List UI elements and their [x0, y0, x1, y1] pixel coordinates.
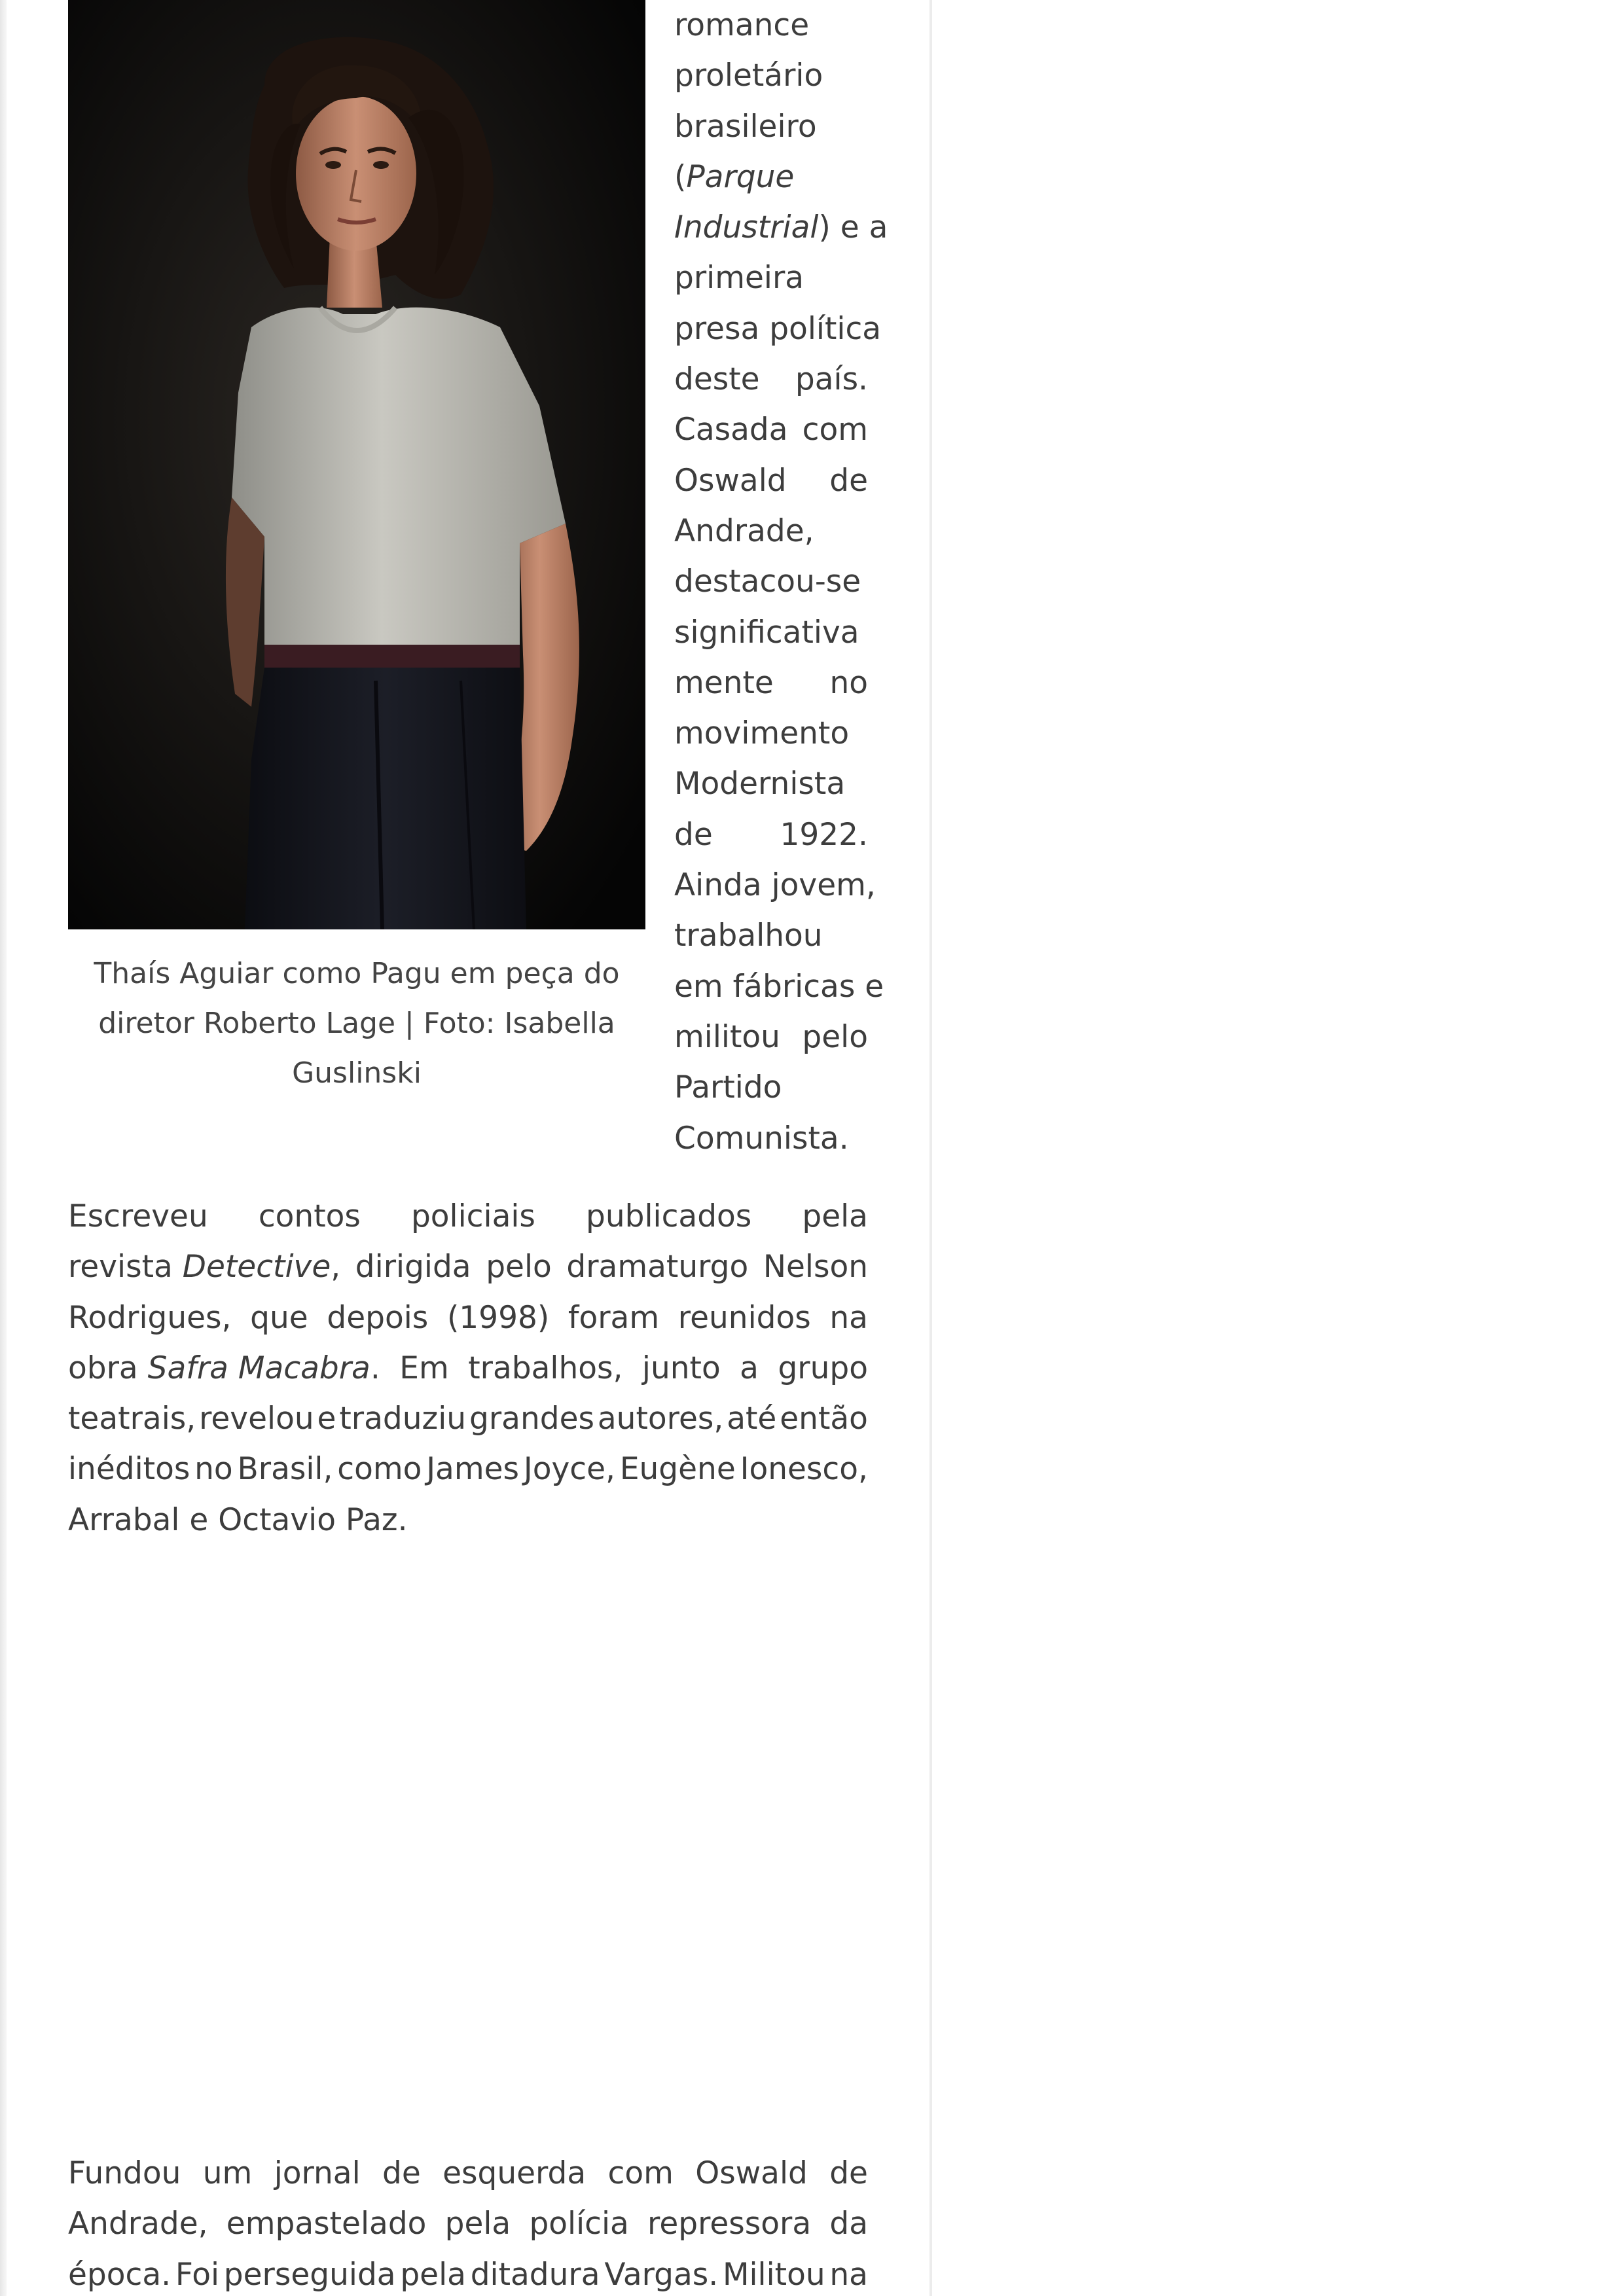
word: então [780, 1401, 868, 1437]
word: um [202, 2155, 253, 2191]
text-line [674, 202, 888, 253]
word: Foi [175, 2256, 220, 2293]
text-line [68, 1393, 868, 1444]
sidebar-blank [932, 0, 1624, 2296]
word: no [194, 1451, 233, 1488]
word: depois [327, 1299, 429, 1336]
text-line: destacou-se [674, 564, 861, 600]
word: Fundou [68, 2155, 181, 2191]
word: país. [795, 361, 868, 398]
word: Militou [722, 2256, 825, 2293]
word: até [727, 1401, 777, 1437]
book-title-fragment: Industrial [674, 209, 819, 246]
caption-line: Thaís Aguiar como Pagu em peça do [94, 957, 620, 990]
word: pela [802, 1198, 868, 1234]
word: na [829, 1299, 868, 1336]
word: de [829, 462, 868, 499]
word: de [829, 2155, 868, 2191]
text-line: Arrabal e Octavio Paz. [68, 1501, 408, 1538]
text-line [674, 456, 868, 506]
word: pela [400, 2256, 466, 2293]
text-line: brasileiro [674, 108, 817, 145]
word: com [607, 2155, 674, 2191]
empty-content-space [68, 1571, 868, 2121]
text-line: em fábricas e [674, 968, 884, 1005]
word: Ionesco, [740, 1451, 868, 1488]
word: polícia [529, 2206, 629, 2242]
photo-caption [68, 949, 645, 1098]
word: traduziu [339, 1401, 467, 1437]
word: época. [68, 2256, 171, 2293]
text-line: Partido [674, 1069, 782, 1106]
text-line [68, 1293, 868, 1343]
word: Andrade, [68, 2206, 208, 2242]
word: no [829, 664, 868, 701]
word: pela [444, 2206, 511, 2242]
word: Joyce, [523, 1451, 615, 1488]
word: publicados [586, 1198, 752, 1234]
word: Vargas. [604, 2256, 719, 2293]
caption-line: diretor Roberto Lage | Foto: Isabella [98, 1007, 615, 1040]
word: militou [674, 1018, 780, 1055]
word: pelo [802, 1018, 868, 1055]
word: ditadura [470, 2256, 600, 2293]
text-line: Comunista. [674, 1120, 849, 1157]
article-figure [68, 0, 645, 1098]
text-line [674, 658, 868, 708]
word: grandes [469, 1401, 594, 1437]
word: revelou [199, 1401, 314, 1437]
word: mente [674, 664, 774, 701]
word: da [829, 2206, 868, 2242]
text-line: presa política [674, 310, 882, 347]
text-line [674, 404, 868, 455]
text-line: Andrade, [674, 512, 814, 549]
paragraph-contos-policiais [68, 1191, 868, 1545]
word: e [317, 1401, 336, 1437]
paragraph-jornal-esquerda [68, 2148, 868, 2296]
word: que [250, 1299, 308, 1336]
word: deste [674, 361, 760, 398]
word: teatrais, [68, 1401, 196, 1437]
text-line: significativa [674, 614, 859, 651]
word: contos [258, 1198, 361, 1234]
text-line: primeira [674, 260, 804, 296]
word: autores, [597, 1401, 724, 1437]
word: de [674, 816, 713, 853]
word: inéditos [68, 1451, 190, 1488]
word: empastelado [226, 2206, 427, 2242]
text-line [68, 1242, 868, 1292]
word: Casada [674, 412, 788, 448]
caption-line: Guslinski [292, 1056, 422, 1090]
book-title-fragment: Parque [686, 158, 795, 195]
text-fragment: ) e a [818, 209, 888, 246]
text-fragment: revista [68, 1249, 183, 1285]
word: Oswald [695, 2155, 808, 2191]
word: repressora [647, 2206, 812, 2242]
text-line [68, 2198, 868, 2249]
text-line [68, 2250, 868, 2296]
text-line: proletário [674, 58, 823, 94]
photo-thais-aguiar-as-pagu[interactable] [68, 0, 645, 929]
word: de [382, 2155, 421, 2191]
text-line: trabalhou [674, 918, 823, 954]
text-line [674, 1012, 868, 1062]
word: como [337, 1451, 422, 1488]
word: perseguida [223, 2256, 396, 2293]
text-line [68, 1343, 868, 1393]
text-fragment: , dirigida pelo dramaturgo Nelson [331, 1249, 868, 1285]
magazine-title: Detective [182, 1249, 331, 1285]
word: Eugène [619, 1451, 736, 1488]
text-fragment: ( [674, 158, 687, 195]
left-page-shadow [0, 0, 7, 2296]
word: Escreveu [68, 1198, 208, 1234]
word: na [829, 2256, 868, 2293]
word: Rodrigues, [68, 1299, 232, 1336]
book-title: Safra Macabra [147, 1350, 370, 1386]
text-line [68, 1191, 868, 1242]
word: reunidos [677, 1299, 811, 1336]
word: (1998) [446, 1299, 550, 1336]
text-fragment: . Em trabalhos, junto a grupo [370, 1350, 868, 1386]
word: foram [568, 1299, 660, 1336]
text-line [674, 354, 868, 404]
side-text-column [674, 0, 888, 1164]
text-line [674, 810, 868, 860]
word: James [426, 1451, 520, 1488]
text-fragment: obra [68, 1350, 148, 1386]
word: Brasil, [237, 1451, 333, 1488]
text-line: movimento [674, 715, 850, 752]
word: policiais [410, 1198, 535, 1234]
text-line [674, 152, 868, 202]
text-line [68, 1444, 868, 1494]
text-line [68, 2148, 868, 2198]
text-line: romance [674, 7, 810, 43]
word: esquerda [442, 2155, 586, 2191]
text-line: Modernista [674, 766, 846, 802]
word: Oswald [674, 462, 787, 499]
text-line: Ainda jovem, [674, 867, 876, 904]
word: 1922. [780, 816, 868, 853]
word: com [802, 412, 868, 448]
word: jornal [274, 2155, 361, 2191]
